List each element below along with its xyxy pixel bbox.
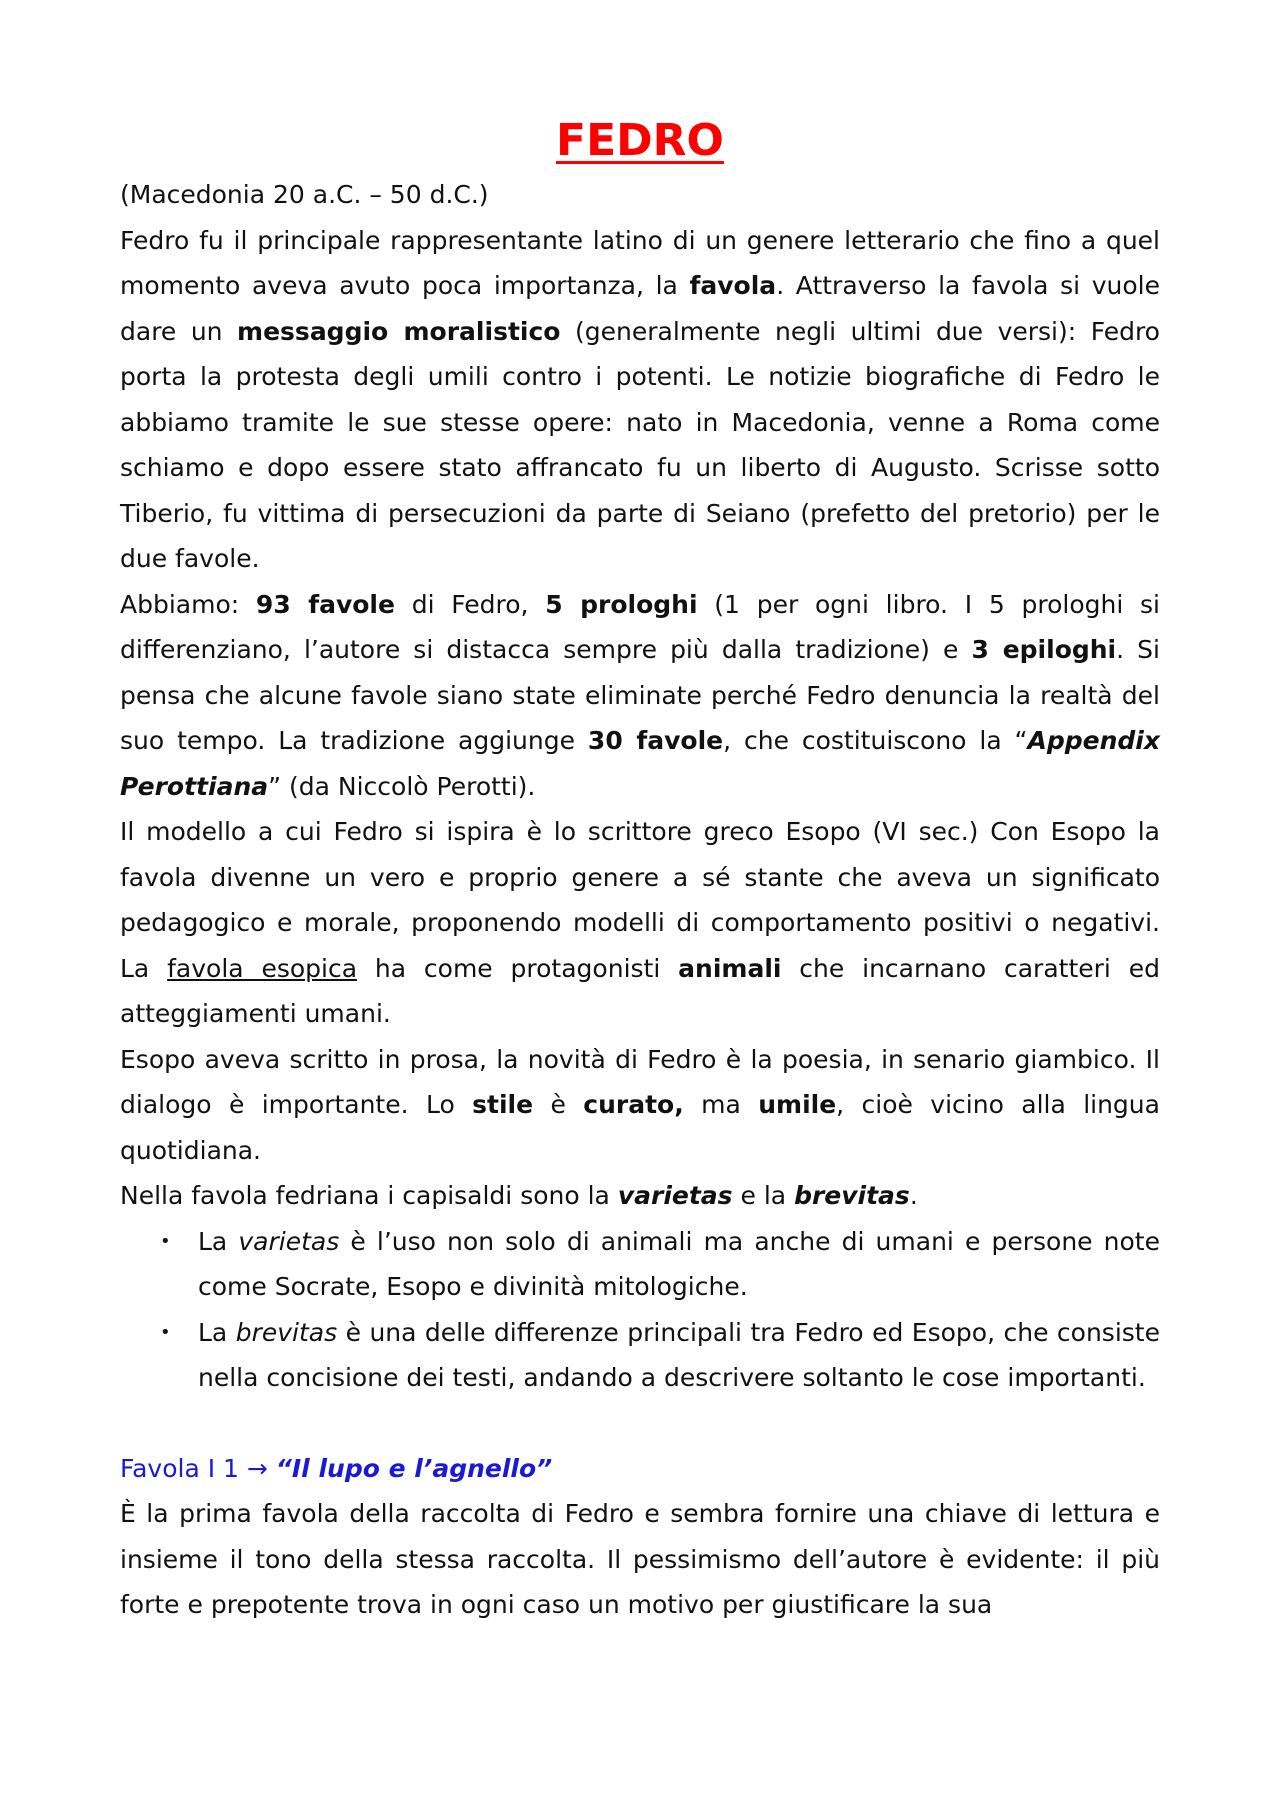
style-text-1: Esopo aveva scritto in prosa, la novità di Fedro è la poesia, in senario giambico. Il dialogo è importante. Lo [120, 1044, 1160, 1119]
intro-bold-favola: favola [689, 271, 777, 300]
works-bold-prologhi: 5 prologhi [545, 589, 698, 619]
model-paragraph [120, 809, 1160, 1037]
pillars-text-2: e la [732, 1181, 795, 1210]
pillars-text-1: Nella favola fedriana i capisaldi sono la [120, 1181, 618, 1210]
works-paragraph [120, 582, 1160, 810]
pillars-text-3: . [909, 1181, 918, 1210]
favola-label: Favola I 1 → [120, 1453, 276, 1483]
model-text-3: che incarnano caratteri ed atteggiamenti umani. [120, 953, 1160, 1028]
favola-quote-title: “Il lupo e l’agnello” [275, 1453, 553, 1483]
style-text-4: , cioè vicino alla lingua quotidiana. [120, 1090, 1160, 1165]
list-item-varietas [120, 1219, 1160, 1310]
works-bold-favole: 93 favole [255, 589, 395, 619]
pillars-varietas: varietas [617, 1181, 733, 1210]
works-bold-30-favole: 30 favole [587, 726, 724, 755]
pillars-paragraph [120, 1173, 1160, 1219]
model-text-2: ha come protagonisti [357, 953, 679, 983]
pillars-list [120, 1219, 1160, 1401]
style-text-2: è [533, 1090, 584, 1119]
works-text-6: ” (da Niccolò Perotti). [268, 771, 536, 801]
intro-text-3: (generalmente negli ultimi due versi): Fedro porta la protesta degli umili contro i potenti. Le notizie biografiche di Fedro le abbiamo tramite le sue stesse opere: nato in Macedonia, venne a Roma come schiamo e dopo essere stato affrancato fu un liberto di Augusto. Scrisse sotto Tiberio, fu vittima di persecuzioni da parte di Seiano (prefetto del pretorio) per le due favole. [120, 316, 1160, 573]
works-text-4: . Si pensa che alcune favole siano state eliminate perché Fedro denuncia la realtà del suo tempo. La tradizione aggiunge [120, 635, 1160, 755]
works-text-3: (1 per ogni libro. I 5 prologhi si differenziano, l’autore si distacca sempre più dalla tradizione) e [120, 589, 1160, 664]
bullet-2-post: è una delle differenze principali tra Fedro ed Esopo, che consiste nella concisione dei testi, andando a descrivere soltanto le cose importanti. [198, 1317, 1160, 1392]
intro-paragraph [120, 218, 1160, 582]
bullet-1-pre: La [198, 1226, 239, 1256]
intro-bold-messaggio: messaggio moralistico [237, 316, 561, 346]
bullet-2-term: brevitas [235, 1317, 338, 1347]
works-text-2: di Fedro, [394, 589, 546, 619]
bullet-1-post: è l’uso non solo di animali ma anche di umani e persone note come Socrate, Esopo e divinità mitologiche. [198, 1226, 1160, 1301]
list-item-brevitas [120, 1310, 1160, 1401]
intro-text-1: Fedro fu il principale rappresentante latino di un genere letterario che fino a quel momento aveva avuto poca importanza, la [120, 225, 1160, 300]
intro-text-2: . Attraverso la favola si vuole dare un [120, 271, 1161, 346]
works-text-5: , che costituiscono la “ [723, 726, 1028, 755]
dates-line: (Macedonia 20 a.C. – 50 d.C.) [120, 180, 489, 209]
bullet-1-term: varietas [238, 1226, 340, 1256]
works-text-1: Abbiamo: [120, 589, 256, 619]
style-text-3: ma [683, 1090, 759, 1119]
pillars-brevitas: brevitas [794, 1181, 910, 1210]
style-bold-stile: stile [472, 1090, 534, 1119]
works-appendix-title: Appendix Perottiana [120, 726, 1160, 801]
bullet-dot: • [160, 1321, 171, 1343]
page-title: FEDRO [556, 115, 724, 166]
style-paragraph [120, 1037, 1160, 1174]
style-bold-umile: umile [758, 1090, 837, 1119]
section-spacer [120, 1401, 1160, 1446]
model-bold-animali: animali [678, 953, 782, 983]
style-bold-curato: curato, [583, 1090, 684, 1119]
bullet-dot: • [160, 1230, 171, 1252]
model-text-1: Il modello a cui Fedro si ispira è lo scrittore greco Esopo (VI sec.) Con Esopo la favola divenne un vero e proprio genere a sé stante che aveva un significato pedagogico e morale, proponendo modelli di comportamento positivi o negativi. La [120, 817, 1160, 983]
works-bold-epiloghi: 3 epiloghi [971, 635, 1117, 664]
bullet-2-pre: La [198, 1317, 236, 1347]
favola-heading [120, 1446, 1160, 1492]
model-underline-favola-esopica: favola esopica [167, 953, 358, 983]
favola-paragraph: È la prima favola della raccolta di Fedro e sembra fornire una chiave di lettura e insieme il tono della stessa raccolta. Il pessimismo dell’autore è evidente: il più forte e prepotente trova in ogni caso un motivo per giustificare la sua [120, 1499, 1160, 1619]
